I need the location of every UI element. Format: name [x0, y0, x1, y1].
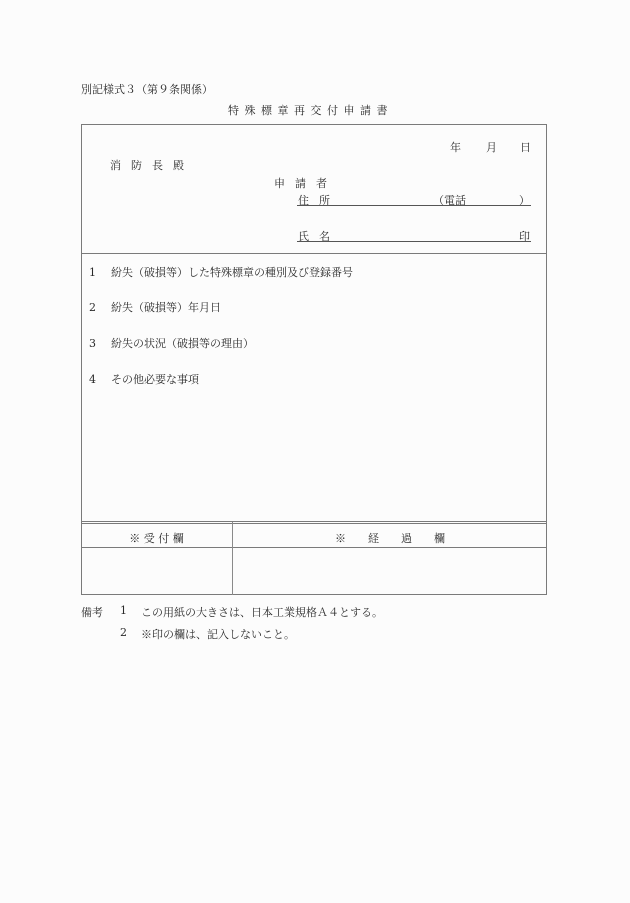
progress-cell — [233, 548, 546, 594]
item-text: 紛失（破損等）した特殊標章の種別及び登録番号 — [111, 266, 353, 279]
item-text: その他必要な事項 — [111, 373, 199, 386]
item-text: 紛失の状況（破損等の理由） — [111, 337, 254, 350]
table-top-line-1 — [81, 521, 547, 522]
form-title: 特殊標章再交付申請書 — [228, 104, 393, 117]
item-3 — [89, 335, 254, 351]
item-number: 1 — [89, 266, 96, 279]
header-divider — [81, 253, 547, 254]
reception-column-header: ※ 受 付 欄 — [129, 532, 184, 545]
item-4 — [89, 371, 199, 387]
item-2 — [89, 299, 221, 315]
phone-open-label: （電話 — [433, 194, 466, 207]
address-field[interactable] — [297, 205, 531, 206]
date-year-label: 年 — [450, 141, 461, 154]
address-label: 住所 — [298, 194, 340, 207]
form-number: 別記様式３（第９条関係） — [81, 83, 213, 96]
reception-cell — [82, 548, 232, 594]
remark-number: 1 — [120, 604, 127, 617]
remarks-label: 備考 — [81, 606, 103, 619]
item-number: 2 — [89, 301, 96, 314]
name-field[interactable] — [297, 241, 531, 242]
item-number: 3 — [89, 337, 96, 350]
applicant-label: 申請者 — [274, 177, 337, 190]
table-top-line-2 — [81, 523, 547, 524]
item-text: 紛失（破損等）年月日 — [111, 301, 221, 314]
phone-close-label: ） — [519, 194, 530, 207]
addressee: 消防長殿 — [110, 159, 194, 172]
name-label: 氏名 — [298, 230, 340, 243]
seal-label: 印 — [519, 230, 530, 243]
progress-column-header: ※ 経 過 欄 — [335, 532, 445, 545]
date-month-label: 月 — [486, 141, 497, 154]
remark-number: 2 — [120, 626, 127, 639]
remark-text: この用紙の大きさは、日本工業規格Ａ４とする。 — [141, 606, 383, 619]
item-number: 4 — [89, 373, 96, 386]
item-1 — [89, 264, 353, 280]
remark-text: ※印の欄は、記入しないこと。 — [141, 628, 295, 641]
date-day-label: 日 — [520, 141, 531, 154]
